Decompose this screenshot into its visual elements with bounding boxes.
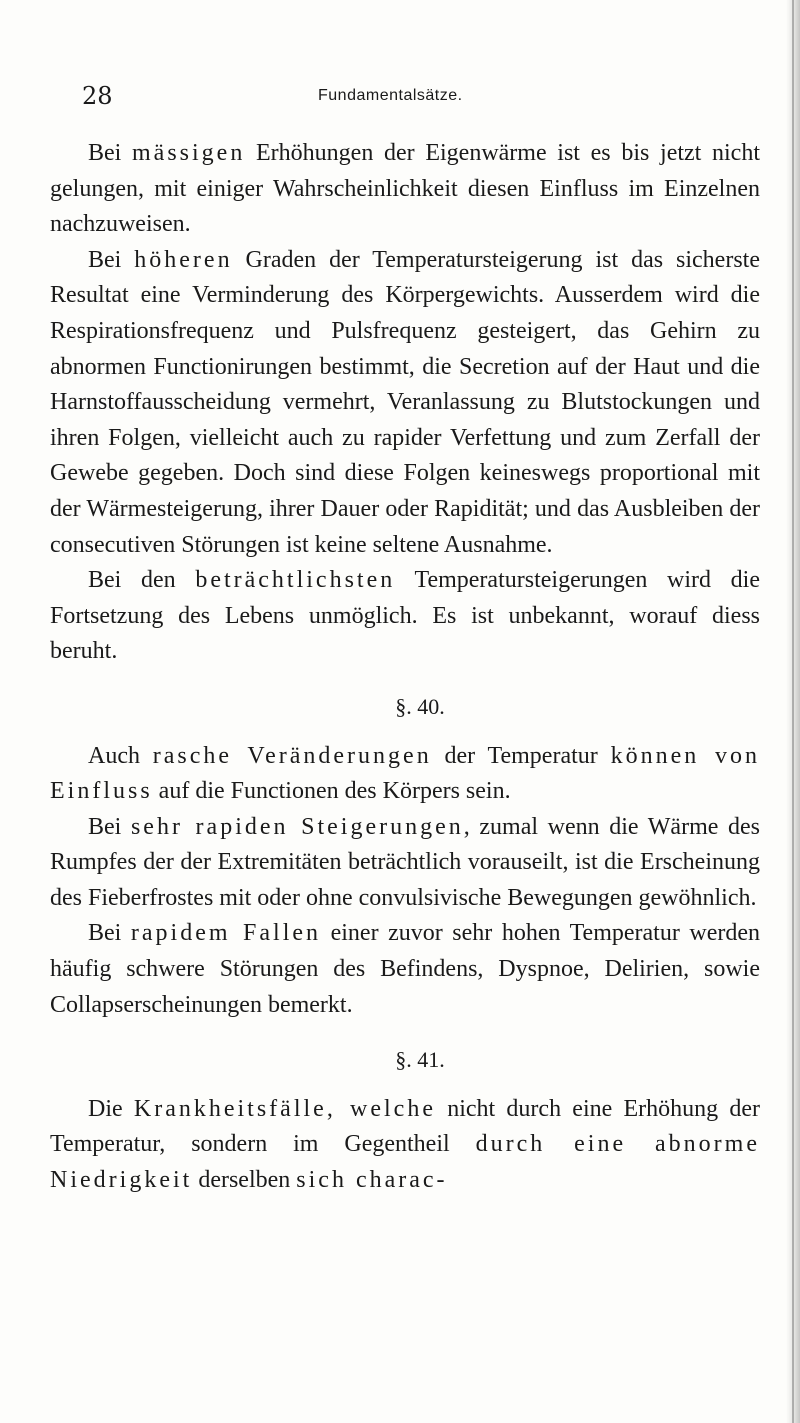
paragraph-maessigen xyxy=(50,136,760,243)
page-number: 28 xyxy=(82,82,113,110)
text-run: Erhöhungen der Eigenwärme ist es bis jetzt nicht gelungen, mit einiger Wahrscheinlichkeit diesen Einfluss im Einzelnen nachzuweisen. xyxy=(50,140,761,238)
spaced-emphasis: sehr rapiden Steigerungen xyxy=(130,813,464,840)
text-run: auf die Functionen des Körpers sein. xyxy=(152,778,511,805)
body-text xyxy=(50,136,760,1199)
paragraph-betraechtlichsten xyxy=(50,563,760,670)
text-run: Temperatursteigerungen wird die Fortsetzung des Lebens unmöglich. Es ist unbekannt, worauf diess beruht. xyxy=(50,567,761,665)
text-run: Graden der Temperatursteigerung ist das sicherste Resultat eine Verminderung des Körpergewichts. Ausserdem wird die Respirationsfrequenz und Pulsfrequenz gesteigert, das Gehirn zu abnormen Functionirungen bestimmt, die Secretion auf der Haut und die Harnstoffausscheidung vermehrt, Veranlassung zu Blutstockungen und ihren Folgen, vielleicht auch zu rapider Verfettung und zum Zerfall der Gewebe gegeben. Doch sind diese Folgen keineswegs proportional mit der Wärmesteigerung, ihrer Dauer oder Rapidität; und das Ausbleiben der consecutiven Störungen ist keine seltene Ausnahme. xyxy=(50,246,760,558)
paragraph-hoeheren xyxy=(50,243,760,563)
text-run: einer zuvor sehr hohen Temperatur werden häufig schwere Störungen des Befindens, Dyspnoe, Delirien, sowie Collapserscheinungen bemerkt. xyxy=(50,920,761,1018)
paragraph-krankheitsfaelle xyxy=(50,1092,760,1199)
text-run: nicht durch eine Erhöhung der Temperatur, sondern im Gegentheil xyxy=(50,1095,760,1158)
text-run: Bei den xyxy=(88,567,196,594)
spaced-emphasis: höheren xyxy=(134,246,233,273)
spaced-emphasis: mässigen xyxy=(132,140,246,166)
spaced-emphasis: können von Einfluss xyxy=(50,742,761,805)
text-run: Bei xyxy=(88,140,133,166)
spaced-emphasis: durch eine abnorme Niedrigkeit xyxy=(50,1131,760,1194)
page-header xyxy=(82,80,722,120)
spaced-emphasis: Krankheitsfälle, welche xyxy=(133,1095,436,1122)
text-run: Bei xyxy=(88,920,131,947)
text-run: der Temperatur xyxy=(431,742,611,769)
text-run: Bei xyxy=(88,246,135,273)
spaced-emphasis: rasche Veränderungen xyxy=(152,742,432,769)
paragraph-rapidem-fallen xyxy=(50,916,760,1023)
text-run: Die xyxy=(88,1095,134,1122)
text-run: Bei xyxy=(88,813,131,840)
text-run: , zumal wenn die Wärme des Rumpfes der der Extremitäten beträchtlich vorauseilt, ist die Erscheinung des Fieberfrostes mit oder ohne convulsivische Bewegungen gewöhnlich. xyxy=(50,813,760,911)
paragraph-rasche-veraenderungen xyxy=(50,739,760,810)
text-run: derselben xyxy=(192,1167,297,1194)
paragraph-rapiden-steigerungen xyxy=(50,810,760,917)
running-title: Fundamentalsätze. xyxy=(318,87,463,104)
spaced-emphasis: sich charac- xyxy=(296,1167,448,1194)
spaced-emphasis: rapidem Fallen xyxy=(130,920,322,947)
page-edge-line xyxy=(792,0,794,1423)
text-run: Auch xyxy=(88,742,153,769)
section-heading-40: §. 40. xyxy=(395,693,445,719)
spaced-emphasis: beträchtlichsten xyxy=(195,567,396,594)
section-heading-41: §. 41. xyxy=(395,1047,445,1073)
